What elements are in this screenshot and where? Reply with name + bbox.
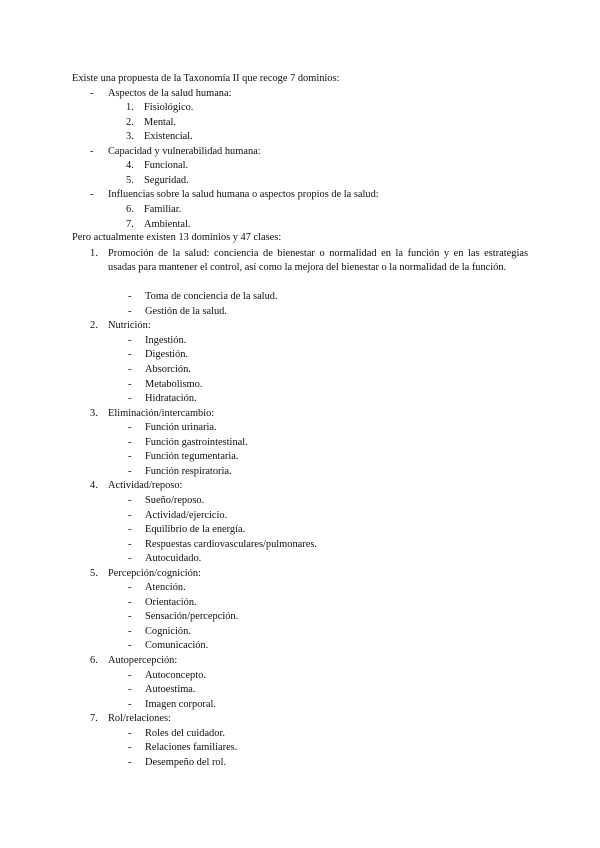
list-dash: - — [128, 364, 132, 375]
class-item: Función tegumentaria. — [145, 451, 239, 463]
domain-title: Eliminación/intercambio: — [108, 407, 215, 419]
class-item: Atención. — [145, 582, 186, 594]
list-item: Mental. — [144, 116, 177, 128]
group-label: Influencias sobre la salud humana o aspectos propios de la salud: — [108, 189, 379, 201]
list-dash: - — [128, 727, 132, 739]
list-item: Seguridad. — [144, 174, 189, 186]
list-dash: - — [90, 87, 94, 99]
list-dash: - — [128, 451, 132, 463]
intro-text: Pero actualmente existen 13 dominios y 47 clases: — [72, 232, 282, 244]
list-dash: - — [128, 291, 132, 303]
domain-title: Percepción/cognición: — [108, 567, 201, 579]
domain-number: 2. — [90, 320, 98, 332]
domain-title: Nutrición: — [108, 320, 151, 332]
class-item: Hidratación. — [145, 393, 197, 405]
list-dash: - — [128, 611, 132, 623]
class-item: Función urinaria. — [145, 422, 217, 434]
list-dash: - — [128, 378, 132, 390]
domain-number: 5. — [90, 567, 98, 579]
list-dash: - — [90, 189, 94, 201]
class-item: Sueño/reposo. — [145, 494, 205, 506]
list-dash: - — [128, 640, 132, 652]
list-dash: - — [128, 334, 132, 346]
class-item: Función respiratoria. — [145, 465, 232, 477]
class-item: Toma de conciencia de la salud. — [145, 291, 278, 303]
domain-title: Promoción de la salud: conciencia de bienestar o normalidad en la función y en las estrategias usadas para mantener el control, así como la mejora del bienestar o la normalidad de la función. — [108, 247, 528, 273]
list-dash: - — [128, 553, 132, 565]
list-dash: - — [128, 436, 132, 448]
list-number: 2. — [126, 116, 134, 128]
list-dash: - — [128, 625, 132, 637]
list-number: 1. — [126, 102, 134, 114]
class-item: Imagen corporal. — [145, 698, 216, 710]
list-item: Funcional. — [144, 160, 189, 172]
class-item: Relaciones familiares. — [145, 742, 238, 754]
list-number: 6. — [126, 203, 134, 215]
list-number: 5. — [126, 174, 134, 186]
list-dash: - — [128, 669, 132, 681]
class-item: Comunicación. — [145, 640, 209, 652]
class-item: Ingestión. — [145, 334, 187, 346]
list-number: 7. — [126, 218, 134, 230]
list-dash: - — [128, 393, 132, 405]
class-item: Cognición. — [145, 625, 191, 637]
list-dash: - — [128, 756, 132, 768]
list-dash: - — [128, 305, 132, 317]
class-item: Autocuidado. — [145, 553, 202, 565]
list-dash: - — [128, 538, 132, 550]
domain-number: 7. — [90, 713, 98, 725]
class-item: Metabolismo. — [145, 378, 203, 390]
list-dash: - — [128, 742, 132, 754]
list-dash: - — [90, 145, 94, 157]
list-dash: - — [128, 349, 132, 361]
class-item: Función gastrointestinal. — [145, 436, 248, 448]
list-number: 3. — [126, 131, 134, 143]
list-dash: - — [128, 494, 132, 506]
list-dash: - — [128, 465, 132, 477]
domain-title: Actividad/reposo: — [108, 480, 183, 492]
class-item: Gestión de la salud. — [145, 305, 227, 317]
class-item: Absorción. — [145, 364, 191, 375]
list-dash: - — [128, 596, 132, 608]
list-number: 4. — [126, 160, 134, 172]
class-item: Respuestas cardiovasculares/pulmonares. — [145, 538, 317, 550]
list-dash: - — [128, 582, 132, 594]
class-item: Sensación/percepción. — [145, 611, 239, 623]
class-item: Roles del cuidador. — [145, 727, 225, 739]
group-label: Aspectos de la salud humana: — [108, 87, 232, 99]
class-item: Orientación. — [145, 596, 197, 608]
list-item: Familiar. — [144, 203, 182, 215]
list-dash: - — [128, 422, 132, 434]
class-item: Actividad/ejercicio. — [145, 509, 228, 521]
group-label: Capacidad y vulnerabilidad humana: — [108, 145, 261, 157]
intro-text: Existe una propuesta de la Taxonomía II que recoge 7 dominios: — [72, 73, 340, 84]
domain-number: 4. — [90, 480, 98, 492]
domain-number: 1. — [90, 247, 98, 259]
class-item: Desempeño del rol. — [145, 756, 227, 768]
class-item: Autoconcepto. — [145, 669, 206, 681]
class-item: Autoestima. — [145, 684, 196, 696]
list-item: Ambiental. — [144, 218, 191, 230]
list-item: Existencial. — [144, 131, 193, 143]
list-dash: - — [128, 698, 132, 710]
class-item: Digestión. — [145, 349, 189, 361]
class-item: Equilibrio de la energía. — [145, 524, 246, 536]
list-dash: - — [128, 509, 132, 521]
domain-number: 6. — [90, 655, 98, 666]
list-dash: - — [128, 684, 132, 696]
domain-title: Rol/relaciones: — [108, 713, 171, 725]
list-dash: - — [128, 524, 132, 536]
domain-title: Autopercepción: — [108, 655, 178, 666]
list-item: Fisiológico. — [144, 102, 194, 114]
domain-number: 3. — [90, 407, 98, 419]
